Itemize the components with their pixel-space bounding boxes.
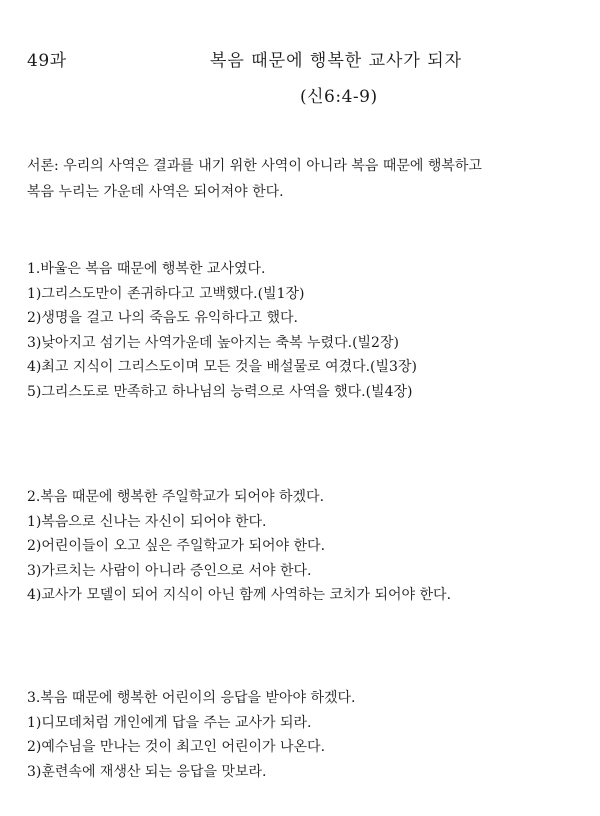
intro-line: 복음 누리는 가운데 사역은 되어져야 한다. — [27, 184, 284, 200]
page-title: 복음 때문에 행복한 교사가 되자 — [210, 51, 463, 71]
list-item: 4)교사가 모델이 되어 지식이 아닌 함께 사역하는 코치가 되어야 한다. — [27, 587, 452, 603]
scripture-reference: (신6:4-9) — [300, 87, 378, 107]
list-item: 2)어린이들이 오고 싶은 주일학교가 되어야 한다. — [27, 538, 326, 554]
list-item: 4)최고 지식이 그리스도이며 모든 것을 배설물로 여겼다.(빌3장) — [27, 359, 417, 375]
section-1 — [27, 257, 592, 404]
section-2 — [27, 485, 592, 608]
intro-line: 서론: 우리의 사역은 결과를 내기 위한 사역이 아니라 복음 때문에 행복하고 — [27, 158, 482, 174]
section-heading: 1.바울은 복음 때문에 행복한 교사였다. — [27, 261, 266, 277]
section-heading: 2.복음 때문에 행복한 주일학교가 되어야 하겠다. — [27, 489, 325, 505]
list-item: 2)예수님을 만나는 것이 최고인 어린이가 나온다. — [27, 739, 326, 755]
list-item: 2)생명을 걸고 나의 죽음도 유익하다고 했다. — [27, 310, 298, 326]
introduction — [27, 153, 592, 205]
list-item: 5)그리스도로 만족하고 하나님의 능력으로 사역을 했다.(빌4장) — [27, 383, 413, 400]
list-item: 3)가르치는 사람이 아니라 증인으로 서야 한다. — [27, 562, 312, 579]
section-3 — [27, 686, 592, 784]
list-item: 1)그리스도만이 존귀하다고 고백했다.(빌1장) — [27, 285, 305, 302]
list-item: 1)복음으로 신나는 자신이 되어야 한다. — [27, 513, 267, 530]
lesson-number: 49과 — [27, 51, 67, 71]
section-heading: 3.복음 때문에 행복한 어린이의 응답을 받아야 하겠다. — [27, 690, 356, 706]
list-item: 1)디모데처럼 개인에게 답을 주는 교사가 되라. — [27, 714, 312, 731]
list-item: 3)훈련속에 재생산 되는 응답을 맛보라. — [27, 763, 267, 780]
list-item: 3)낮아지고 섬기는 사역가운데 높아지는 축복 누렸다.(빌2장) — [27, 334, 399, 351]
